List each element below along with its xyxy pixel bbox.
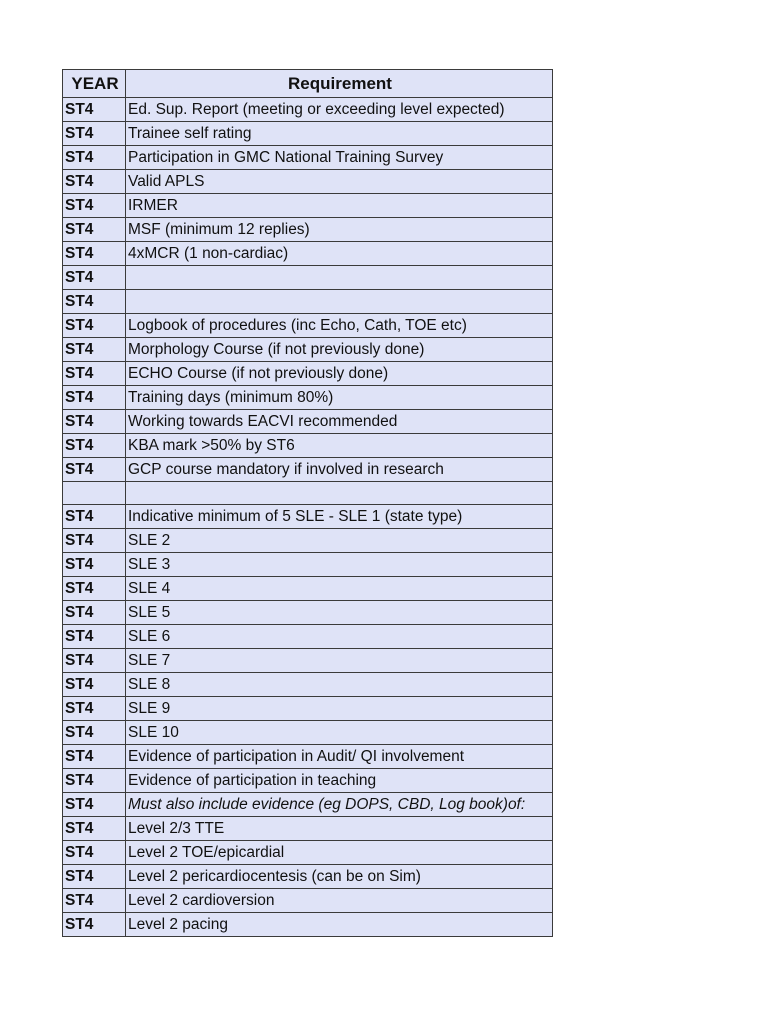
requirement-cell: SLE 7 [126,649,553,673]
table-row [63,769,553,793]
year-cell: ST4 [63,673,126,697]
year-cell: ST4 [63,769,126,793]
requirement-cell: Must also include evidence (eg DOPS, CBD, Log book)of: [126,793,553,817]
table-row [63,649,553,673]
requirement-cell: Level 2 cardioversion [126,889,553,913]
year-cell: ST4 [63,362,126,386]
table-row [63,505,553,529]
year-cell: ST4 [63,386,126,410]
table-row [63,290,553,314]
requirement-cell: KBA mark >50% by ST6 [126,434,553,458]
table-row [63,577,553,601]
requirement-cell [126,266,553,290]
requirement-cell: Level 2 pacing [126,913,553,937]
table-row [63,170,553,194]
year-cell: ST4 [63,553,126,577]
requirement-cell [126,290,553,314]
table-row [63,625,553,649]
requirement-cell: Valid APLS [126,170,553,194]
requirement-cell: 4xMCR (1 non-cardiac) [126,242,553,266]
table-row [63,601,553,625]
table-row [63,218,553,242]
year-cell: ST4 [63,338,126,362]
year-cell: ST4 [63,649,126,673]
year-cell: ST4 [63,865,126,889]
requirement-cell: SLE 8 [126,673,553,697]
table-row [63,865,553,889]
year-cell: ST4 [63,410,126,434]
year-cell: ST4 [63,913,126,937]
table-row [63,410,553,434]
table-row [63,122,553,146]
requirement-cell: SLE 2 [126,529,553,553]
requirement-cell: IRMER [126,194,553,218]
year-cell: ST4 [63,314,126,338]
year-cell: ST4 [63,505,126,529]
table-row [63,362,553,386]
requirement-cell: Morphology Course (if not previously done) [126,338,553,362]
requirement-cell: Participation in GMC National Training Survey [126,146,553,170]
table-row [63,793,553,817]
table-row [63,745,553,769]
requirement-cell: Level 2 TOE/epicardial [126,841,553,865]
table-row [63,266,553,290]
year-cell: ST4 [63,529,126,553]
table-row [63,673,553,697]
year-cell: ST4 [63,793,126,817]
year-cell: ST4 [63,841,126,865]
table-row [63,242,553,266]
requirement-cell: Level 2/3 TTE [126,817,553,841]
requirement-cell: GCP course mandatory if involved in research [126,458,553,482]
table-row [63,146,553,170]
table-row [63,482,553,505]
year-cell: ST4 [63,721,126,745]
table-row [63,553,553,577]
requirement-cell: SLE 10 [126,721,553,745]
requirement-cell: SLE 4 [126,577,553,601]
table-row [63,458,553,482]
requirement-cell: SLE 9 [126,697,553,721]
requirements-body [63,98,553,937]
year-cell: ST4 [63,242,126,266]
year-cell: ST4 [63,577,126,601]
requirements-table [62,69,553,937]
year-cell: ST4 [63,889,126,913]
year-cell: ST4 [63,601,126,625]
table-row [63,529,553,553]
requirement-cell: Level 2 pericardiocentesis (can be on Sim) [126,865,553,889]
requirement-cell: SLE 6 [126,625,553,649]
year-cell: ST4 [63,625,126,649]
table-row [63,721,553,745]
year-cell [63,482,126,505]
year-column-header: YEAR [63,70,126,98]
requirement-cell: Evidence of participation in Audit/ QI involvement [126,745,553,769]
requirement-cell: Working towards EACVI recommended [126,410,553,434]
year-cell: ST4 [63,170,126,194]
requirement-cell: Indicative minimum of 5 SLE - SLE 1 (state type) [126,505,553,529]
year-cell: ST4 [63,218,126,242]
requirement-cell: Training days (minimum 80%) [126,386,553,410]
requirement-column-header: Requirement [126,70,553,98]
year-cell: ST4 [63,745,126,769]
year-cell: ST4 [63,290,126,314]
requirement-cell: Logbook of procedures (inc Echo, Cath, TOE etc) [126,314,553,338]
requirement-cell [126,482,553,505]
requirement-cell: Trainee self rating [126,122,553,146]
requirement-cell: ECHO Course (if not previously done) [126,362,553,386]
table-row [63,841,553,865]
year-cell: ST4 [63,697,126,721]
table-row [63,194,553,218]
table-row [63,98,553,122]
table-row [63,338,553,362]
table-row [63,817,553,841]
table-row [63,386,553,410]
year-cell: ST4 [63,146,126,170]
requirement-cell: SLE 3 [126,553,553,577]
table-row [63,913,553,937]
year-cell: ST4 [63,817,126,841]
header-row [63,70,553,98]
requirement-cell: Ed. Sup. Report (meeting or exceeding level expected) [126,98,553,122]
requirement-cell: SLE 5 [126,601,553,625]
table-row [63,314,553,338]
requirement-cell: MSF (minimum 12 replies) [126,218,553,242]
table-row [63,434,553,458]
table-row [63,697,553,721]
table-row [63,889,553,913]
year-cell: ST4 [63,266,126,290]
year-cell: ST4 [63,194,126,218]
year-cell: ST4 [63,434,126,458]
year-cell: ST4 [63,458,126,482]
year-cell: ST4 [63,98,126,122]
requirement-cell: Evidence of participation in teaching [126,769,553,793]
year-cell: ST4 [63,122,126,146]
